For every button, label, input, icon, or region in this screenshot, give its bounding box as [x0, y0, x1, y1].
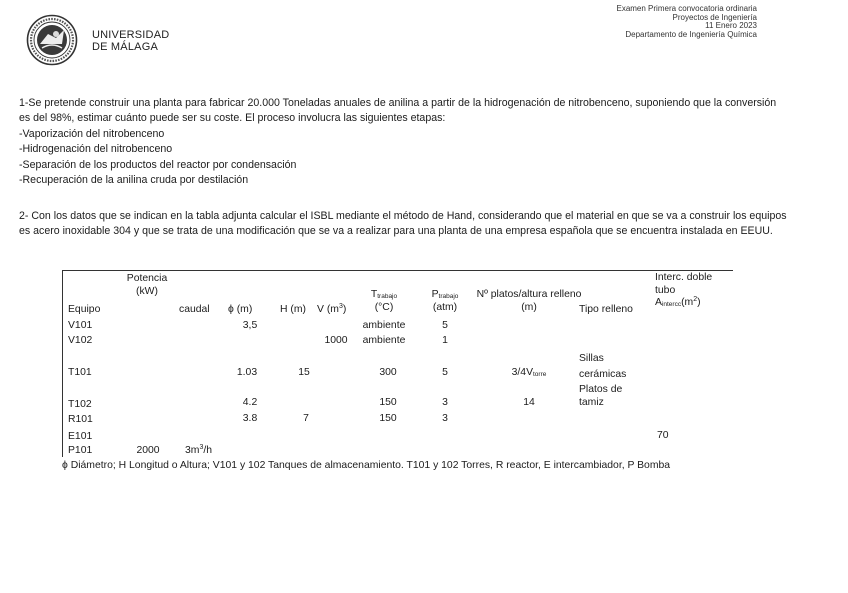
row-r101-altura: 7 — [303, 413, 309, 424]
row-r101-presion: 3 — [442, 413, 448, 424]
row-t102-presion: 3 — [442, 397, 448, 408]
row-t102-relleno: tamiz — [579, 397, 604, 408]
header-altura: H (m) — [280, 304, 306, 315]
header-platos: Nº platos/altura relleno (m) — [476, 289, 582, 313]
row-e101-interc: 70 — [657, 430, 669, 441]
university-line-2: DE MÁLAGA — [92, 41, 158, 53]
row-t101-temp: 300 — [379, 367, 397, 378]
row-t101-altura: 15 — [298, 367, 310, 378]
row-v101-equipo: V101 — [68, 320, 93, 331]
row-t102-equipo: T102 — [68, 399, 92, 410]
question-2-text: 2- Con los datos que se indican en la tabla adjunta calcular el ISBL mediante el método de Hand, considerando que el material en que se va a construir los equipos es acero inoxidable 304 y que se trata de una modificación que se va a realizar para una planta de una empresa española que se encuentra instalada en EEUU. — [19, 210, 787, 238]
header-potencia: Potencia (kW) — [126, 273, 168, 297]
exam-date: 11 Enero 2023 — [705, 21, 757, 31]
process-step: -Hidrogenación del nitrobenceno — [19, 143, 173, 156]
question-2 — [19, 209, 789, 240]
question-1 — [19, 96, 779, 188]
header-presion: $P_{trabajo}$ (atm) — [431, 289, 459, 313]
header-tipo-relleno: Tipo relleno — [579, 304, 633, 315]
row-p101-potencia: 2000 — [136, 445, 160, 456]
equipment-table — [62, 270, 733, 457]
row-t102-temp: 150 — [379, 397, 397, 408]
row-e101-equipo: E101 — [68, 431, 93, 442]
row-t101-platos: $3/4V_{torre}$ — [511, 367, 547, 378]
header-temperatura: $T_{trabajo}$ (°C) — [370, 289, 398, 313]
header-caudal: caudal — [179, 304, 210, 315]
university-seal-logo — [26, 14, 78, 66]
row-r101-equipo: R101 — [68, 414, 93, 425]
row-t102-diametro: 4.2 — [242, 397, 258, 408]
exam-department: Departamento de Ingeniería Química — [625, 29, 757, 39]
row-t101-presion: 5 — [442, 367, 448, 378]
row-v101-temp: ambiente — [362, 320, 406, 331]
process-steps-list — [19, 127, 779, 189]
row-r101-diametro: 3.8 — [242, 413, 258, 424]
header-equipo: Equipo — [68, 304, 101, 315]
header-diametro: ϕ (m) — [228, 304, 253, 315]
row-v101-presion: 5 — [442, 320, 448, 331]
row-t101-relleno: Sillas cerámicas Platos de — [579, 353, 627, 395]
process-step: -Separación de los productos del reactor por condensación — [19, 158, 297, 171]
university-name — [92, 29, 169, 53]
row-r101-temp: 150 — [379, 413, 397, 424]
row-v102-presion: 1 — [442, 335, 448, 346]
university-line-1: UNIVERSIDAD — [92, 29, 170, 41]
row-v101-diametro: 3,5 — [242, 320, 258, 331]
header-volumen: V $(m^3)$ — [317, 303, 347, 315]
row-v102-temp: ambiente — [362, 335, 406, 346]
exam-title: Examen Primera convocatoria ordinaria — [616, 4, 757, 13]
row-t101-diametro: 1.03 — [236, 367, 258, 378]
row-p101-caudal: $3m^3/h$ — [185, 444, 213, 456]
question-1-text: 1-Se pretende construir una planta para fabricar 20.000 Toneladas anuales de anilina a partir de la hidrogenación de nitrobenceno, suponiendo que la conversión es del 98%, estimar cuánto puede ser su coste. El proceso involucra las siguientes etapas: — [19, 97, 777, 125]
row-v102-equipo: V102 — [68, 335, 93, 346]
exam-header — [616, 5, 757, 39]
exam-course: Proyectos de Ingeniería — [672, 12, 757, 22]
process-step: -Recuperación de la anilina cruda por destilación — [19, 174, 249, 187]
row-t102-platos: 14 — [523, 397, 535, 408]
row-p101-equipo: P101 — [68, 445, 93, 456]
header-intercambiador: Interc. doble tubo $A_{intercc}(m^2)$ — [655, 272, 713, 309]
process-step: -Vaporización del nitrobenceno — [19, 127, 165, 140]
row-t101-equipo: T101 — [68, 367, 92, 378]
table-footnote: ϕ Diámetro; H Longitud o Altura; V101 y 102 Tanques de almacenamiento. T101 y 102 Torres, R reactor, E intercambiador, P Bomba — [62, 460, 671, 471]
row-v102-volumen: 1000 — [324, 335, 348, 346]
